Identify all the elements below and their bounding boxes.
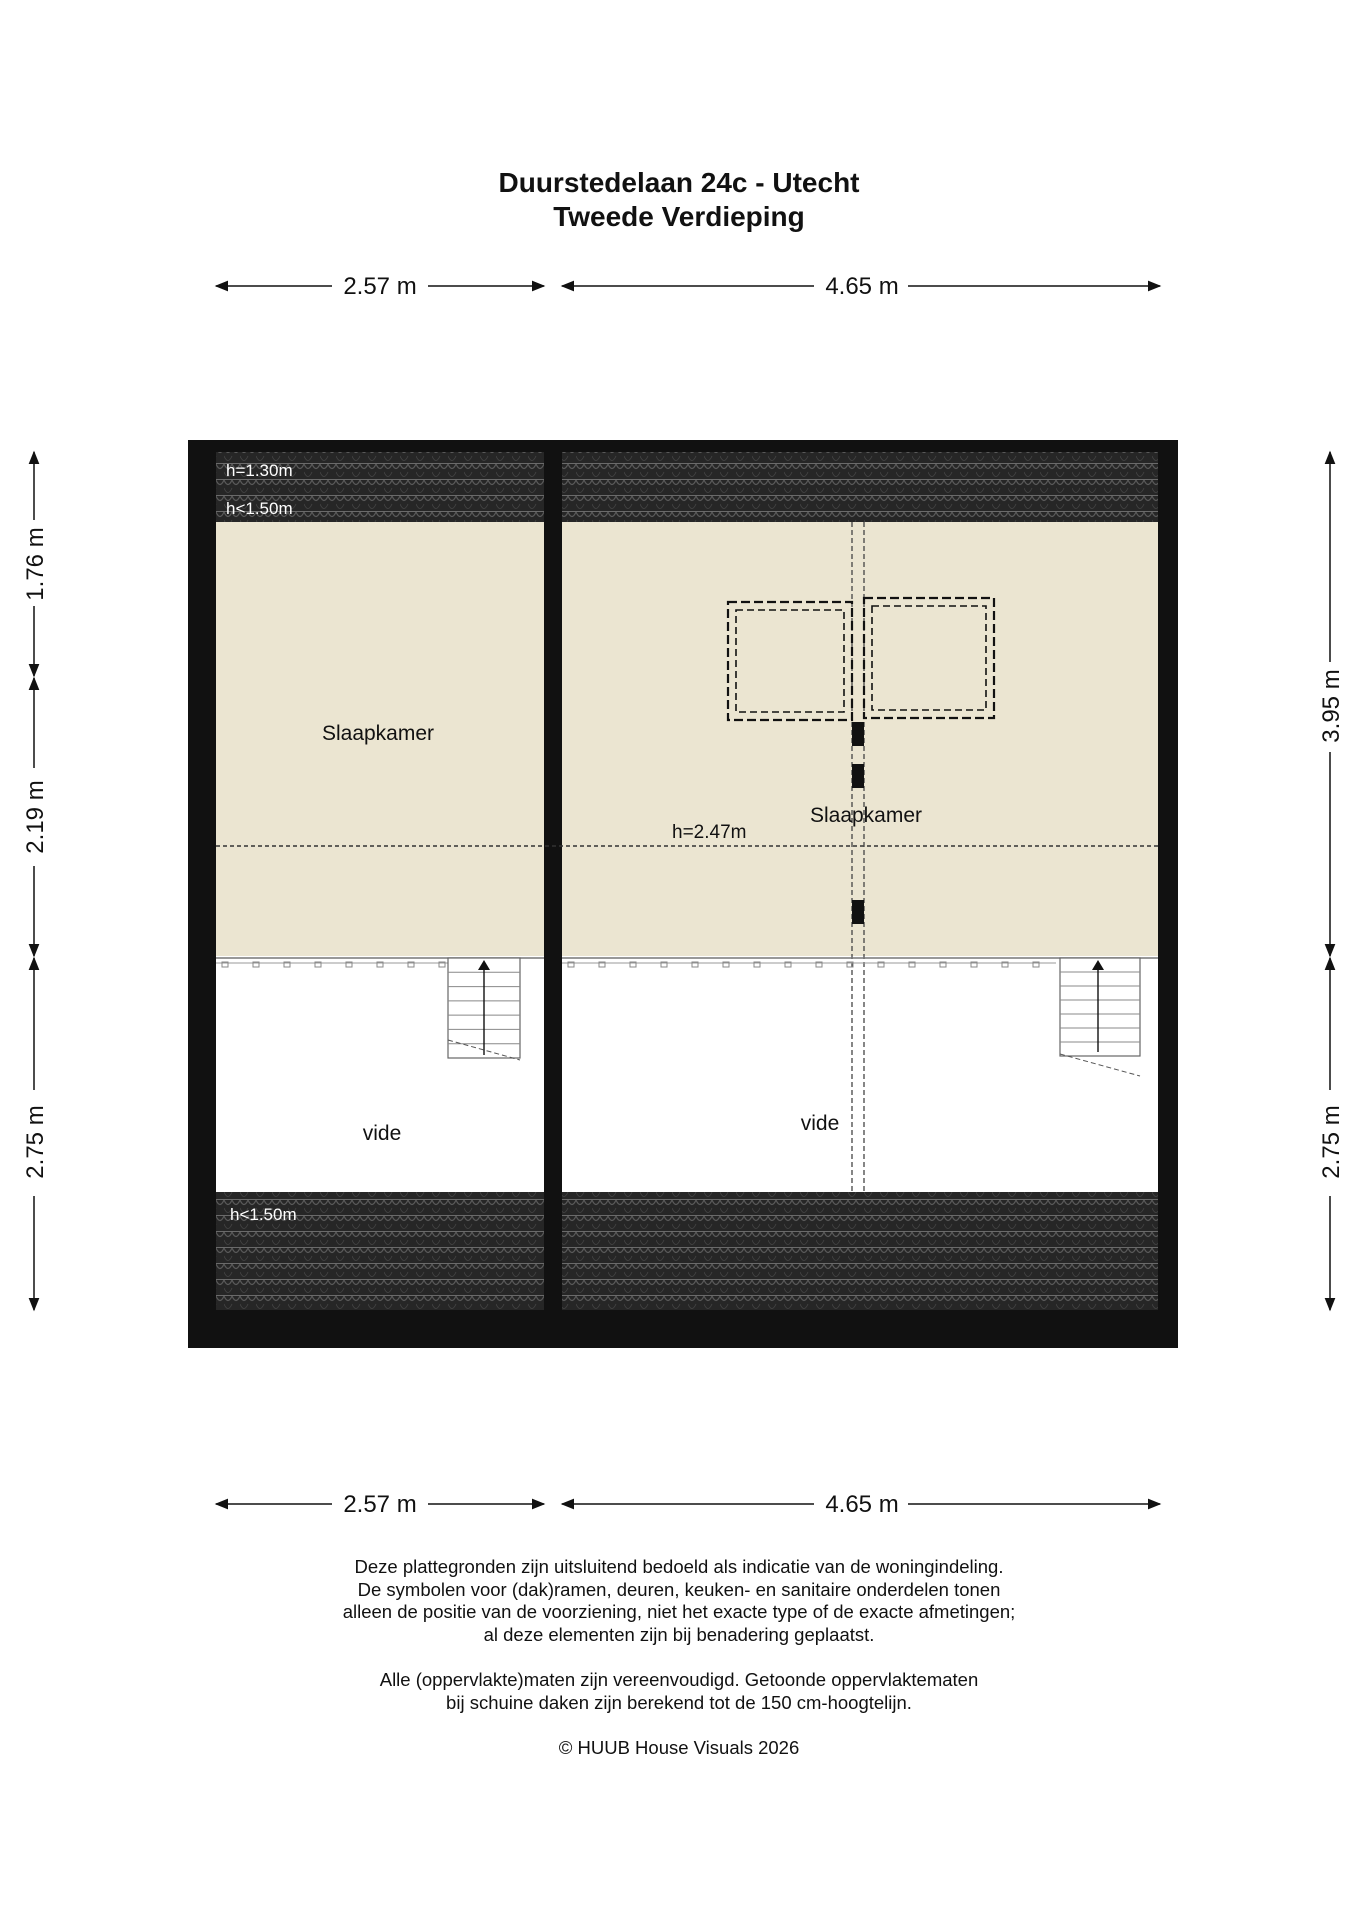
column-marker-1	[852, 722, 864, 746]
dimension-bottom-left	[216, 1491, 544, 1518]
dimension-right-bottom	[1318, 958, 1345, 1310]
svg-text:2.75 m: 2.75 m	[1318, 1105, 1345, 1179]
svg-text:1.76 m: 1.76 m	[22, 527, 49, 601]
column-marker-3	[852, 900, 864, 924]
roof-tiles-top-right	[562, 452, 1158, 534]
copyright: © HUUB House Visuals 2026	[558, 1737, 800, 1758]
dimension-top-right	[562, 273, 1160, 300]
plan-title-floor: Tweede Verdieping	[553, 201, 805, 232]
dimension-top-left	[216, 273, 544, 300]
room-label-bedroom-left: Slaapkamer	[321, 722, 435, 745]
height-label-247: h=2.47m	[672, 822, 747, 843]
disclaimer-line: De symbolen voor (dak)ramen, deuren, keuken- en sanitaire onderdelen tonen	[357, 1578, 1001, 1600]
dimension-bottom-right	[562, 1491, 1160, 1518]
height-label-150-top: h<1.50m	[226, 499, 293, 518]
svg-text:2.19 m: 2.19 m	[22, 780, 49, 854]
area-note	[0, 1669, 1358, 1714]
plan-title-address: Duurstedelaan 24c - Utecht	[498, 167, 860, 198]
disclaimer-line: al deze elementen zijn bij benadering geplaatst.	[483, 1623, 875, 1645]
room-label-void-left: vide	[362, 1122, 402, 1145]
svg-text:2.75 m: 2.75 m	[22, 1105, 49, 1179]
height-label-130: h=1.30m	[226, 461, 293, 480]
dimension-left-top	[22, 452, 49, 676]
disclaimer-line: alleen de positie van de voorziening, niet het exacte type of de exacte afmetingen;	[342, 1601, 1016, 1622]
column-marker-2	[852, 764, 864, 788]
area-note-line: bij schuine daken zijn berekend tot de 150 cm-hoogtelijn.	[446, 1691, 912, 1713]
svg-text:4.65 m: 4.65 m	[825, 273, 899, 300]
staircase-left	[448, 958, 520, 1060]
svg-text:2.57 m: 2.57 m	[343, 1491, 417, 1518]
disclaimer-text	[0, 1556, 1358, 1646]
disclaimer-line: Deze plattegronden zijn uitsluitend bedoeld als indicatie van de woningindeling.	[354, 1556, 1004, 1577]
roof-tiles-bottom-right	[562, 1192, 1158, 1310]
room-label-void-right: vide	[800, 1112, 840, 1135]
svg-text:4.65 m: 4.65 m	[825, 1491, 899, 1518]
height-label-150-bottom: h<1.50m	[230, 1205, 297, 1224]
room-label-bedroom-right: Slaapkamer	[809, 804, 923, 827]
svg-text:3.95 m: 3.95 m	[1318, 669, 1345, 743]
dimension-left-bottom	[22, 958, 49, 1310]
dimension-right-top	[1318, 452, 1345, 956]
area-note-line: Alle (oppervlakte)maten zijn vereenvoudigd. Getoonde oppervlaktematen	[379, 1669, 979, 1690]
dimension-left-middle	[22, 678, 49, 956]
svg-text:2.57 m: 2.57 m	[343, 273, 417, 300]
